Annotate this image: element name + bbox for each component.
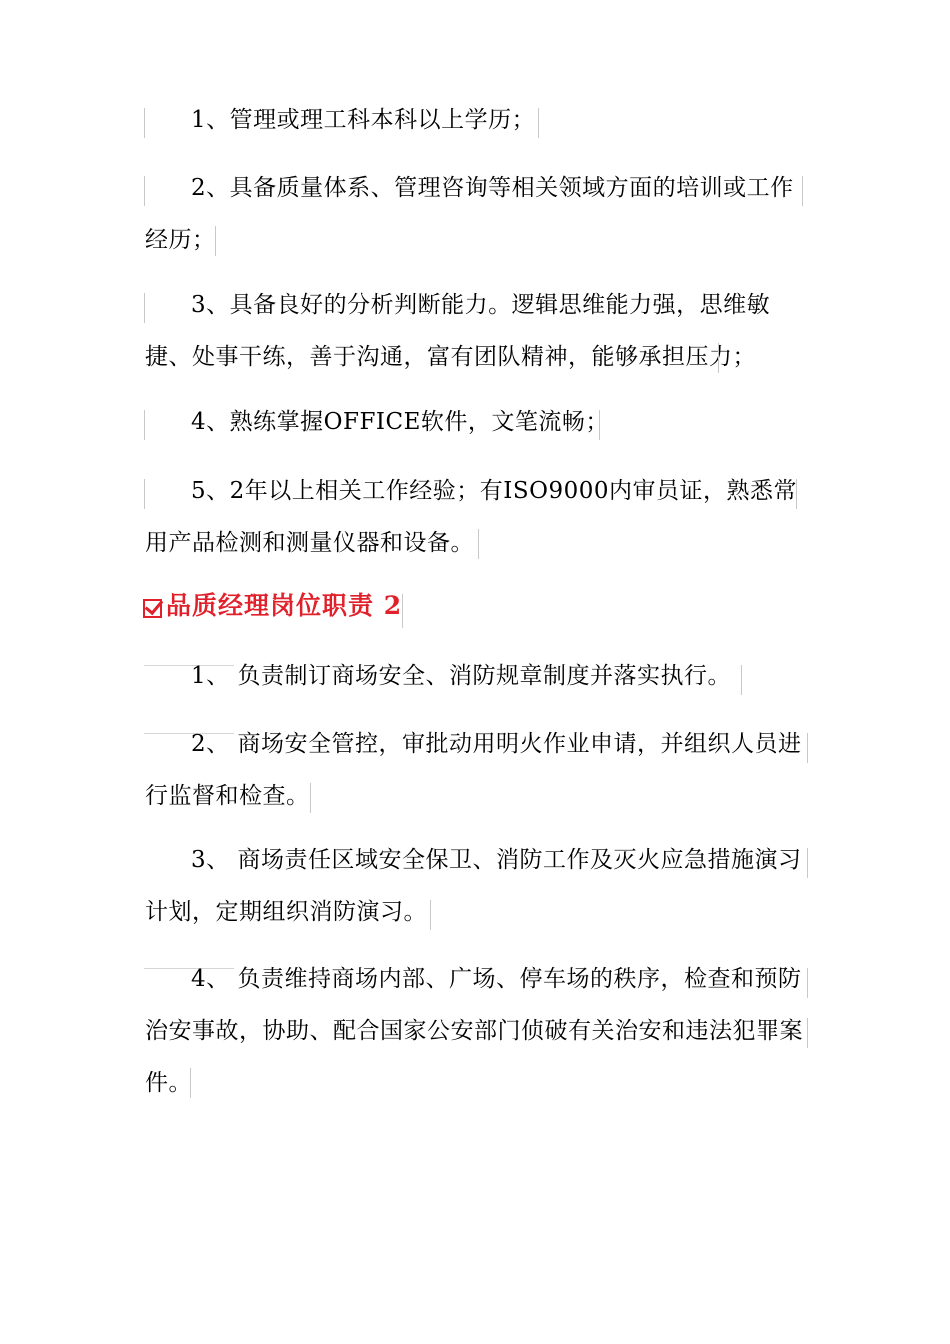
text-frame-mark: [718, 343, 719, 373]
requirement-item-3: 3、具备良好的分析判断能力。逻辑思维能力强，思维敏捷、处事干练，善于沟通，富有团队精神，能够承担压力；: [145, 292, 771, 370]
text-frame-mark: [807, 733, 808, 763]
requirement-item-4: 4、熟练掌握OFFICE软件，文笔流畅；: [191, 409, 609, 435]
text-frame-mark: [741, 665, 742, 695]
duty-item-4: 4、 负责维持商场内部、广场、停车场的秩序，检查和预防治安事故，协助、配合国家公安部门侦破有关治安和违法犯罪案件。: [145, 966, 803, 1096]
text-frame-mark: [802, 176, 803, 206]
text-frame-mark: [807, 848, 808, 878]
duty-item-2: 2、 商场安全管控，审批动用明火作业申请，并组织人员进行监督和检查。: [145, 731, 802, 809]
requirement-item-2: 2、具备质量体系、管理咨询等相关领域方面的培训或工作经历；: [145, 175, 794, 253]
text-frame-mark: [796, 479, 797, 509]
duty-item-1: 1、 负责制订商场安全、消防规章制度并落实执行。: [191, 663, 731, 689]
section-heading-text: 品质经理岗位职责 2: [166, 591, 403, 620]
text-frame-mark: [144, 410, 145, 440]
text-frame-mark: [402, 594, 403, 628]
text-frame-mark: [190, 1068, 191, 1098]
text-frame-mark: [144, 293, 145, 323]
text-frame-mark: [599, 410, 600, 440]
text-frame-mark: [538, 108, 539, 138]
text-frame-mark: [310, 783, 311, 813]
text-frame-mark: [430, 900, 431, 930]
requirement-item-5: 5、2年以上相关工作经验；有ISO9000内审员证，熟悉常用产品检测和测量仪器和设备。: [145, 478, 797, 556]
text-frame-mark: [478, 529, 479, 559]
text-frame-mark: [807, 1018, 808, 1048]
text-frame-mark: [215, 226, 216, 256]
text-frame-mark: [807, 968, 808, 998]
text-frame-mark: [144, 479, 145, 509]
requirement-item-1: 1、管理或理工科本科以上学历；: [191, 107, 536, 133]
duty-item-3: 3、 商场责任区域安全保卫、消防工作及灭火应急措施演习计划，定期组织消防演习。: [145, 847, 802, 925]
text-frame-mark: [144, 108, 145, 138]
section-heading: [143, 586, 402, 626]
text-frame-mark: [144, 176, 145, 206]
checkbox-checked-icon: [143, 599, 162, 618]
